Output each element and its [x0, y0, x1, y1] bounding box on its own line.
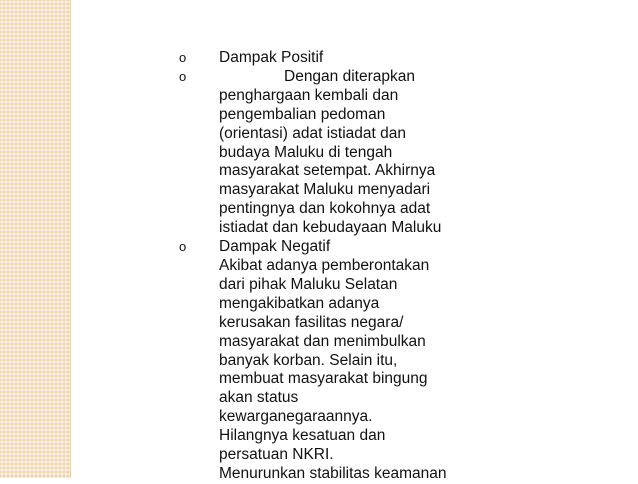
- text-line-cut-off: Menurunkan stabilitas keamanan: [219, 464, 447, 482]
- text-line: Dengan diterapkan: [284, 67, 415, 85]
- text-line: dari pihak Maluku Selatan: [219, 275, 398, 293]
- text-line: Hilangnya kesatuan dan: [219, 427, 386, 445]
- decorative-side-strip: [0, 0, 71, 478]
- text-line: budaya Maluku di tengah: [219, 143, 393, 161]
- heading-dampak-negatif: Dampak Negatif: [219, 238, 331, 256]
- list-item-text: [219, 49, 469, 68]
- list-item-dampak-negatif: [179, 238, 469, 484]
- bullet-circle-icon: o: [179, 68, 187, 84]
- list-item-text: [219, 238, 469, 484]
- text-line: kerusakan fasilitas negara/: [219, 313, 404, 331]
- bullet-circle-icon: o: [179, 239, 187, 255]
- text-line: penghargaan kembali dan: [219, 86, 399, 104]
- list-item-text: [219, 68, 469, 238]
- slide-content: [179, 49, 469, 484]
- text-line: istiadat dan kebudayaan Maluku: [219, 219, 442, 237]
- text-line: pengembalian pedoman: [219, 105, 386, 123]
- text-line: masyarakat Maluku menyadari: [219, 181, 431, 199]
- heading-dampak-positif: Dampak Positif: [219, 49, 324, 66]
- list-item-dampak-positif: [179, 49, 469, 68]
- bullet-circle-icon: o: [179, 50, 187, 65]
- text-line: masyarakat setempat. Akhirnya: [219, 162, 436, 180]
- text-line: banyak korban. Selain itu,: [219, 351, 398, 369]
- text-line: kewarganegaraannya.: [219, 408, 373, 426]
- text-line: mengakibatkan adanya: [219, 294, 380, 312]
- text-line: masyarakat dan menimbulkan: [219, 332, 426, 350]
- text-line: persatuan NKRI.: [219, 446, 334, 464]
- text-line: (orientasi) adat istiadat dan: [219, 124, 406, 142]
- text-line: akan status: [219, 389, 299, 407]
- text-line: Akibat adanya pemberontakan: [219, 256, 430, 274]
- text-line: membuat masyarakat bingung: [219, 370, 428, 388]
- list-item-positive-description: [179, 68, 469, 238]
- text-line: pentingnya dan kokohnya adat: [219, 200, 431, 218]
